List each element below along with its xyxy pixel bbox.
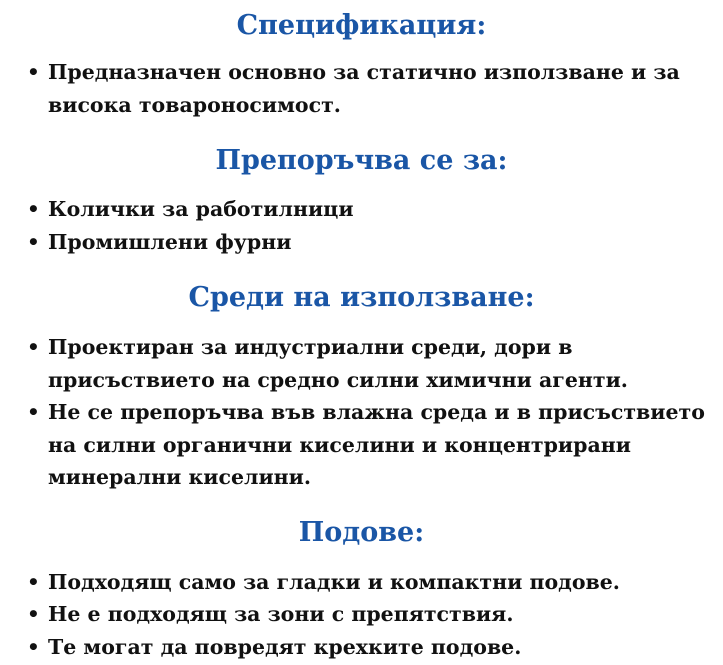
bullet-icon: • (27, 229, 40, 254)
bullet-icon: • (27, 335, 40, 359)
bullet-icon: • (27, 60, 40, 84)
list-item (27, 566, 723, 599)
list-item (27, 226, 723, 259)
list-item (27, 56, 723, 121)
bullet-icon: • (27, 569, 40, 594)
list-item (27, 598, 723, 631)
bullet-icon: • (27, 602, 40, 626)
list-item-text: Не се препоръчва във влажна среда и в присъствието на силни органични киселини и концентрирани минерални киселини. (48, 400, 705, 489)
recommended-list (0, 193, 723, 258)
heading-environments: Среди на използване: (188, 282, 535, 313)
heading-floors: Подове: (298, 516, 425, 548)
environments-list (0, 331, 723, 494)
list-item-text: Те могат да повредят крехките подове. (48, 634, 522, 659)
list-item-text: Подходящ само за гладки и компактни подове. (48, 569, 620, 594)
list-item-text: Промишлени фурни (48, 229, 292, 254)
list-item (27, 631, 723, 664)
list-item-text: Проектиран за индустриални среди, дори в присъствието на средно силни химични агенти. (48, 335, 628, 392)
list-item-text: Не е подходящ за зони с препятствия. (48, 602, 514, 626)
heading-specification: Спецификация: (236, 10, 487, 41)
floors-list (0, 566, 723, 664)
list-item (27, 331, 723, 396)
bullet-icon: • (27, 634, 40, 659)
list-item (27, 193, 723, 226)
specification-list (0, 56, 723, 121)
bullet-icon: • (27, 197, 40, 221)
list-item-text: Колички за работилници (48, 197, 354, 221)
heading-recommended-for: Препоръчва се за: (215, 145, 508, 176)
bullet-icon: • (27, 400, 40, 424)
list-item (27, 396, 723, 494)
list-item-text: Предназначен основно за статично използване и за висока товароносимост. (48, 60, 680, 117)
